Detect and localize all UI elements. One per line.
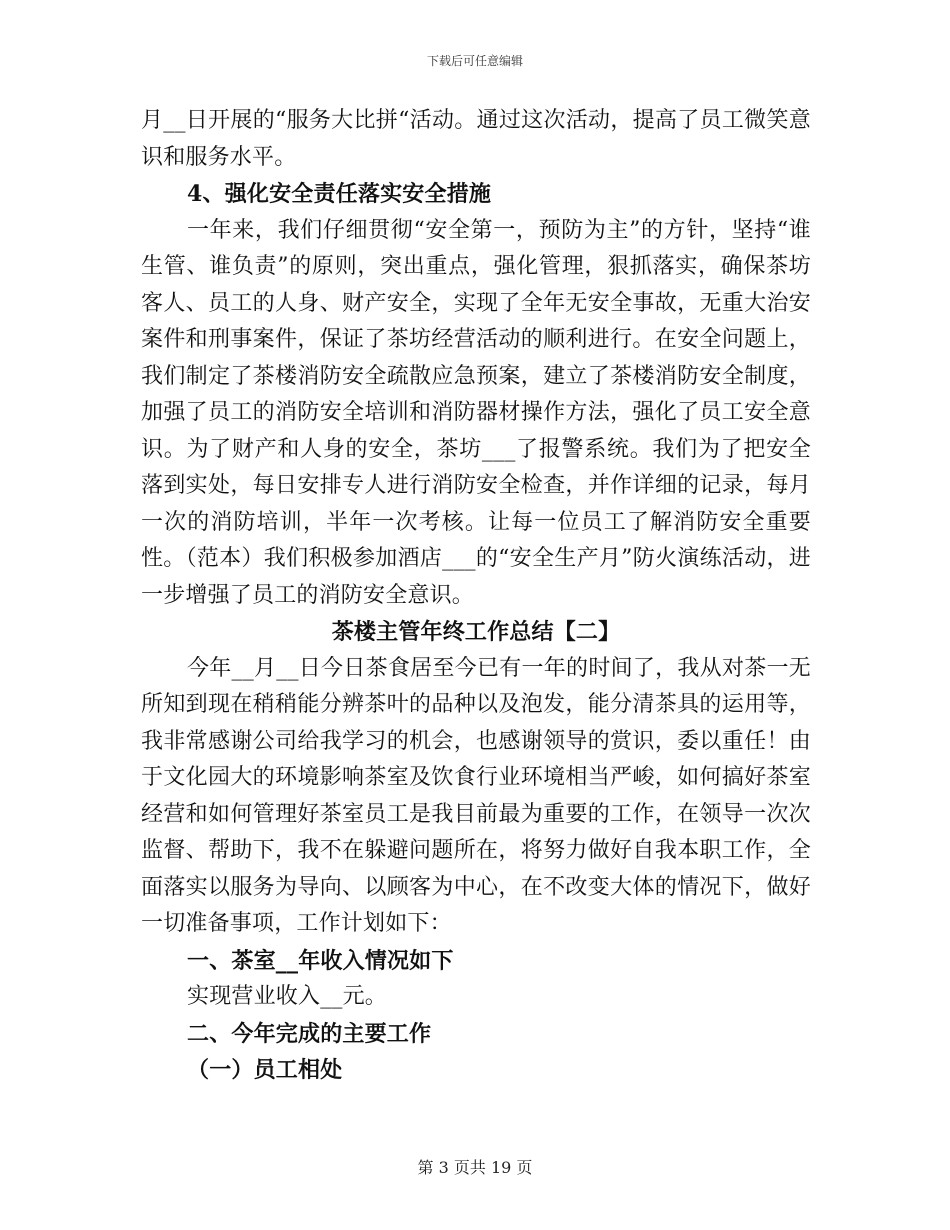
page-number: 第 3 页共 19 页 [417, 1158, 533, 1177]
paragraph-safety: 一年来，我们仔细贯彻“安全第一，预防为主”的方针，坚持“谁生管、谁负责”的原则，突出重点，强化管理，狠抓落实，确保茶坊客人、员工的人身、财产安全，实现了全年无安全事故，无重大治安案件和刑事案件，保证了茶坊经营活动的顺利进行。在安全问题上，我们制定了茶楼消防安全疏散应急预案，建立了茶楼消防安全制度，加强了员工的消防安全培训和消防器材操作方法，强化了员工安全意识。为了财产和人身的安全，茶坊___了报警系统。我们为了把安全落到实处，每日安排专人进行消防安全检查，并作详细的记录，每月一次的消防培训，半年一次考核。让每一位员工了解消防安全重要性。（范本）我们积极参加酒店___的“安全生产月”防火演练活动，进一步增强了员工的消防安全意识。 [141, 217, 811, 608]
paragraph-intro: 今年__月__日今日茶食居至今已有一年的时间了，我从对茶一无所知到现在稍稍能分辨茶叶的品种以及泡发，能分清茶具的运用等，我非常感谢公司给我学习的机会，也感谢领导的赏识，委以重任！由于文化园大的环境影响茶室及饮食行业环境相当严峻，如何搞好茶室经营和如何管理好茶室员工是我目前最为重要的工作，在领导一次次监督、帮助下，我不在躲避问题所在，将努力做好自我本职工作，全面落实以服务为导向、以顾客为中心，在不改变大体的情况下，做好一切准备事项，工作计划如下： [141, 655, 811, 936]
section-heading-main-work: 二、今年完成的主要工作 [187, 1020, 432, 1047]
subsection-heading-staff: （一）员工相处 [187, 1057, 343, 1083]
section-heading-income: 一、茶室__年收入情况如下 [187, 947, 454, 974]
paragraph-continuation: 月__日开展的“服务大比拼“活动。通过这次活动，提高了员工微笑意识和服务水平。 [141, 108, 811, 170]
document-body [141, 103, 811, 1089]
document-title: 茶楼主管年终工作总结【二】 [331, 619, 621, 645]
paragraph-income: 实现营业收入__元。 [187, 984, 388, 1009]
page-header: 下载后可任意编辑 [426, 54, 523, 68]
section-heading-safety: 4、强化安全责任落实安全措施 [187, 181, 492, 207]
